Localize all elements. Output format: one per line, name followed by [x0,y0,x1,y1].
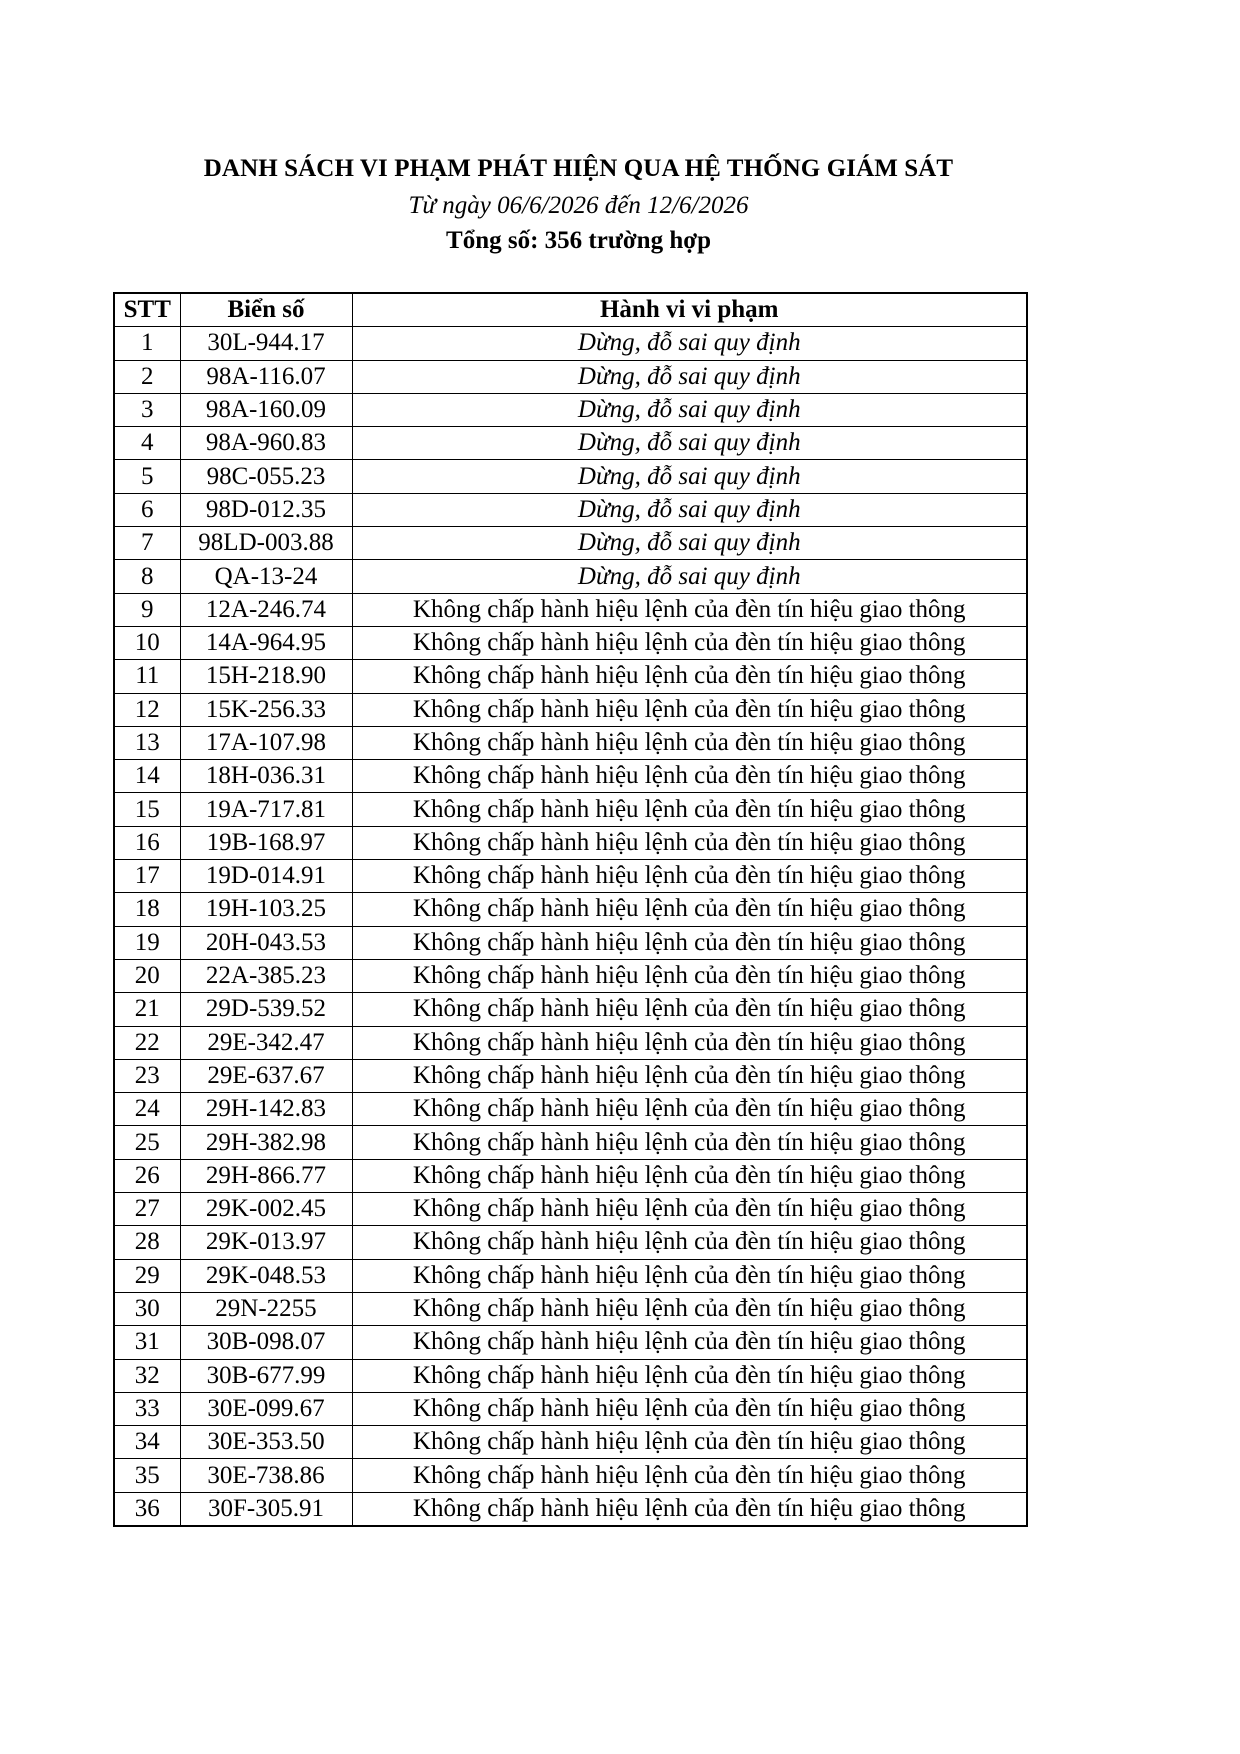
table-row [114,1426,1027,1459]
cell-stt: 14 [114,760,180,793]
cell-stt: 32 [114,1359,180,1392]
table-row [114,593,1027,626]
cell-plate: 98A-960.83 [180,427,352,460]
cell-stt: 16 [114,826,180,859]
cell-stt: 9 [114,593,180,626]
cell-stt: 12 [114,693,180,726]
table-row [114,926,1027,959]
cell-stt: 30 [114,1292,180,1325]
cell-violation: Không chấp hành hiệu lệnh của đèn tín hiệu giao thông [352,1026,1027,1059]
cell-plate: 29N-2255 [180,1292,352,1325]
cell-stt: 4 [114,427,180,460]
table-row [114,1159,1027,1192]
cell-plate: 30E-099.67 [180,1392,352,1425]
table-row [114,893,1027,926]
cell-violation: Không chấp hành hiệu lệnh của đèn tín hiệu giao thông [352,1059,1027,1092]
cell-violation: Không chấp hành hiệu lệnh của đèn tín hiệu giao thông [352,1226,1027,1259]
document-title: DANH SÁCH VI PHẠM PHÁT HIỆN QUA HỆ THỐNG GIÁM SÁT [203,155,954,182]
table-row [114,1359,1027,1392]
cell-plate: 98A-116.07 [180,360,352,393]
cell-stt: 3 [114,393,180,426]
cell-stt: 35 [114,1459,180,1492]
table-row [114,760,1027,793]
cell-stt: 28 [114,1226,180,1259]
table-row [114,360,1027,393]
cell-plate: 29K-013.97 [180,1226,352,1259]
cell-plate: 29D-539.52 [180,993,352,1026]
cell-stt: 1 [114,327,180,360]
cell-stt: 27 [114,1193,180,1226]
table-row [114,1059,1027,1092]
cell-violation: Không chấp hành hiệu lệnh của đèn tín hiệu giao thông [352,626,1027,659]
cell-plate: 29H-142.83 [180,1093,352,1126]
table-row [114,660,1027,693]
table-row [114,826,1027,859]
cell-plate: 30B-677.99 [180,1359,352,1392]
cell-plate: 30L-944.17 [180,327,352,360]
cell-stt: 23 [114,1059,180,1092]
cell-violation: Không chấp hành hiệu lệnh của đèn tín hiệu giao thông [352,1093,1027,1126]
cell-violation: Không chấp hành hiệu lệnh của đèn tín hiệu giao thông [352,893,1027,926]
table-header-row [114,293,1027,327]
cell-plate: 30F-305.91 [180,1492,352,1526]
table-row [114,527,1027,560]
cell-stt: 34 [114,1426,180,1459]
table-row [114,427,1027,460]
table-row [114,1326,1027,1359]
table-row [114,560,1027,593]
table-row [114,1392,1027,1425]
violations-table [113,292,1028,1527]
total-count: Tổng số: 356 trường hợp [446,227,711,254]
table-row [114,393,1027,426]
cell-plate: 29K-048.53 [180,1259,352,1292]
cell-violation: Không chấp hành hiệu lệnh của đèn tín hiệu giao thông [352,593,1027,626]
cell-violation: Không chấp hành hiệu lệnh của đèn tín hiệu giao thông [352,1459,1027,1492]
table-row [114,693,1027,726]
cell-violation: Không chấp hành hiệu lệnh của đèn tín hiệu giao thông [352,1426,1027,1459]
cell-plate: 20H-043.53 [180,926,352,959]
cell-plate: 29E-342.47 [180,1026,352,1059]
cell-violation: Dừng, đỗ sai quy định [352,327,1027,360]
cell-violation: Không chấp hành hiệu lệnh của đèn tín hiệu giao thông [352,1326,1027,1359]
cell-plate: QA-13-24 [180,560,352,593]
table-row [114,1292,1027,1325]
cell-plate: 14A-964.95 [180,626,352,659]
cell-stt: 7 [114,527,180,560]
cell-violation: Không chấp hành hiệu lệnh của đèn tín hiệu giao thông [352,1126,1027,1159]
cell-stt: 11 [114,660,180,693]
cell-plate: 19H-103.25 [180,893,352,926]
table-row [114,1492,1027,1526]
cell-violation: Dừng, đỗ sai quy định [352,493,1027,526]
table-row [114,1259,1027,1292]
date-range: Từ ngày 06/6/2026 đến 12/6/2026 [408,192,749,219]
cell-stt: 10 [114,626,180,659]
table-row [114,1459,1027,1492]
cell-violation: Dừng, đỗ sai quy định [352,393,1027,426]
cell-violation: Không chấp hành hiệu lệnh của đèn tín hiệu giao thông [352,1492,1027,1526]
cell-violation: Không chấp hành hiệu lệnh của đèn tín hiệu giao thông [352,1259,1027,1292]
cell-stt: 15 [114,793,180,826]
cell-stt: 17 [114,860,180,893]
cell-plate: 29E-637.67 [180,1059,352,1092]
cell-stt: 20 [114,959,180,992]
cell-violation: Không chấp hành hiệu lệnh của đèn tín hiệu giao thông [352,1193,1027,1226]
table-row [114,860,1027,893]
cell-violation: Không chấp hành hiệu lệnh của đèn tín hiệu giao thông [352,959,1027,992]
cell-violation: Không chấp hành hiệu lệnh của đèn tín hiệu giao thông [352,826,1027,859]
cell-violation: Không chấp hành hiệu lệnh của đèn tín hiệu giao thông [352,860,1027,893]
cell-violation: Không chấp hành hiệu lệnh của đèn tín hiệu giao thông [352,760,1027,793]
cell-plate: 19B-168.97 [180,826,352,859]
cell-stt: 36 [114,1492,180,1526]
cell-stt: 18 [114,893,180,926]
cell-plate: 15K-256.33 [180,693,352,726]
cell-stt: 31 [114,1326,180,1359]
cell-violation: Dừng, đỗ sai quy định [352,427,1027,460]
cell-stt: 13 [114,726,180,759]
cell-stt: 24 [114,1093,180,1126]
cell-plate: 17A-107.98 [180,726,352,759]
cell-plate: 19A-717.81 [180,793,352,826]
header-violation: Hành vi vi phạm [352,293,1027,327]
cell-violation: Không chấp hành hiệu lệnh của đèn tín hiệu giao thông [352,726,1027,759]
cell-violation: Dừng, đỗ sai quy định [352,460,1027,493]
cell-plate: 29H-382.98 [180,1126,352,1159]
table-row [114,327,1027,360]
cell-violation: Không chấp hành hiệu lệnh của đèn tín hiệu giao thông [352,693,1027,726]
cell-violation: Không chấp hành hiệu lệnh của đèn tín hiệu giao thông [352,1392,1027,1425]
cell-violation: Dừng, đỗ sai quy định [352,527,1027,560]
cell-plate: 30B-098.07 [180,1326,352,1359]
cell-stt: 6 [114,493,180,526]
table-row [114,460,1027,493]
cell-plate: 15H-218.90 [180,660,352,693]
cell-stt: 26 [114,1159,180,1192]
cell-violation: Không chấp hành hiệu lệnh của đèn tín hiệu giao thông [352,1292,1027,1325]
cell-stt: 22 [114,1026,180,1059]
header-stt: STT [114,293,180,327]
cell-violation: Không chấp hành hiệu lệnh của đèn tín hiệu giao thông [352,993,1027,1026]
cell-plate: 29H-866.77 [180,1159,352,1192]
cell-stt: 2 [114,360,180,393]
cell-stt: 8 [114,560,180,593]
cell-plate: 29K-002.45 [180,1193,352,1226]
cell-stt: 5 [114,460,180,493]
cell-stt: 29 [114,1259,180,1292]
table-row [114,993,1027,1026]
cell-plate: 30E-738.86 [180,1459,352,1492]
table-row [114,726,1027,759]
cell-stt: 33 [114,1392,180,1425]
cell-plate: 98LD-003.88 [180,527,352,560]
cell-plate: 98C-055.23 [180,460,352,493]
cell-plate: 22A-385.23 [180,959,352,992]
cell-violation: Dừng, đỗ sai quy định [352,360,1027,393]
cell-stt: 25 [114,1126,180,1159]
table-row [114,1026,1027,1059]
cell-violation: Không chấp hành hiệu lệnh của đèn tín hiệu giao thông [352,1159,1027,1192]
cell-stt: 19 [114,926,180,959]
table-row [114,1093,1027,1126]
cell-violation: Không chấp hành hiệu lệnh của đèn tín hiệu giao thông [352,793,1027,826]
cell-plate: 98A-160.09 [180,393,352,426]
table-row [114,1126,1027,1159]
table-row [114,959,1027,992]
cell-violation: Không chấp hành hiệu lệnh của đèn tín hiệu giao thông [352,926,1027,959]
cell-violation: Không chấp hành hiệu lệnh của đèn tín hiệu giao thông [352,1359,1027,1392]
cell-plate: 19D-014.91 [180,860,352,893]
cell-violation: Không chấp hành hiệu lệnh của đèn tín hiệu giao thông [352,660,1027,693]
table-body [114,327,1027,1526]
cell-stt: 21 [114,993,180,1026]
cell-plate: 12A-246.74 [180,593,352,626]
table-row [114,793,1027,826]
header-plate: Biển số [180,293,352,327]
cell-plate: 30E-353.50 [180,1426,352,1459]
table-row [114,626,1027,659]
cell-violation: Dừng, đỗ sai quy định [352,560,1027,593]
cell-plate: 98D-012.35 [180,493,352,526]
cell-plate: 18H-036.31 [180,760,352,793]
table-row [114,1226,1027,1259]
table-row [114,493,1027,526]
table-row [114,1193,1027,1226]
